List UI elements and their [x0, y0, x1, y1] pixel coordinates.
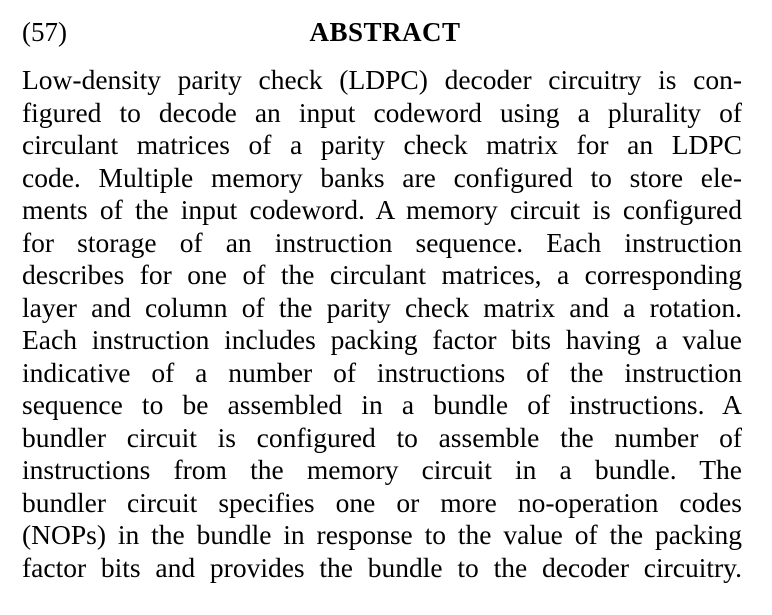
abstract-line: sequence to be assembled in a bundle of instructions. A: [22, 389, 742, 420]
section-code: (57): [22, 17, 67, 47]
abstract-line: figured to decode an input codeword using a plurality of: [22, 96, 742, 128]
abstract-line: Low-density parity check (LDPC) decoder circuitry is con-: [22, 64, 742, 95]
abstract-line: ments of the input codeword. A memory circuit is configured: [22, 194, 742, 225]
abstract-line: for storage of an instruction sequence. Each instruction: [22, 226, 742, 258]
abstract-line: code. Multiple memory banks are configured to store ele-: [22, 161, 742, 193]
abstract-line: factor bits and provides the bundle to the decoder circuitry.: [22, 551, 742, 583]
abstract-title: ABSTRACT: [309, 17, 461, 47]
abstract-line: bundler circuit specifies one or more no-operation codes: [22, 486, 742, 518]
abstract-line: indicative of a number of instructions of the instruction: [22, 356, 742, 388]
abstract-line: describes for one of the circulant matrices, a corresponding: [22, 259, 742, 290]
abstract-line: bundler circuit is configured to assemble the number of: [22, 421, 742, 453]
abstract-line: instructions from the memory circuit in a bundle. The: [22, 454, 742, 485]
abstract-body: [22, 64, 742, 584]
abstract-line: Each instruction includes packing factor bits having a value: [22, 324, 742, 355]
abstract-line: (NOPs) in the bundle in response to the value of the packing: [22, 519, 742, 550]
abstract-line: circulant matrices of a parity check matrix for an LDPC: [22, 129, 742, 160]
abstract-header: [22, 14, 748, 50]
abstract-line: layer and column of the parity check matrix and a rotation.: [22, 291, 742, 323]
